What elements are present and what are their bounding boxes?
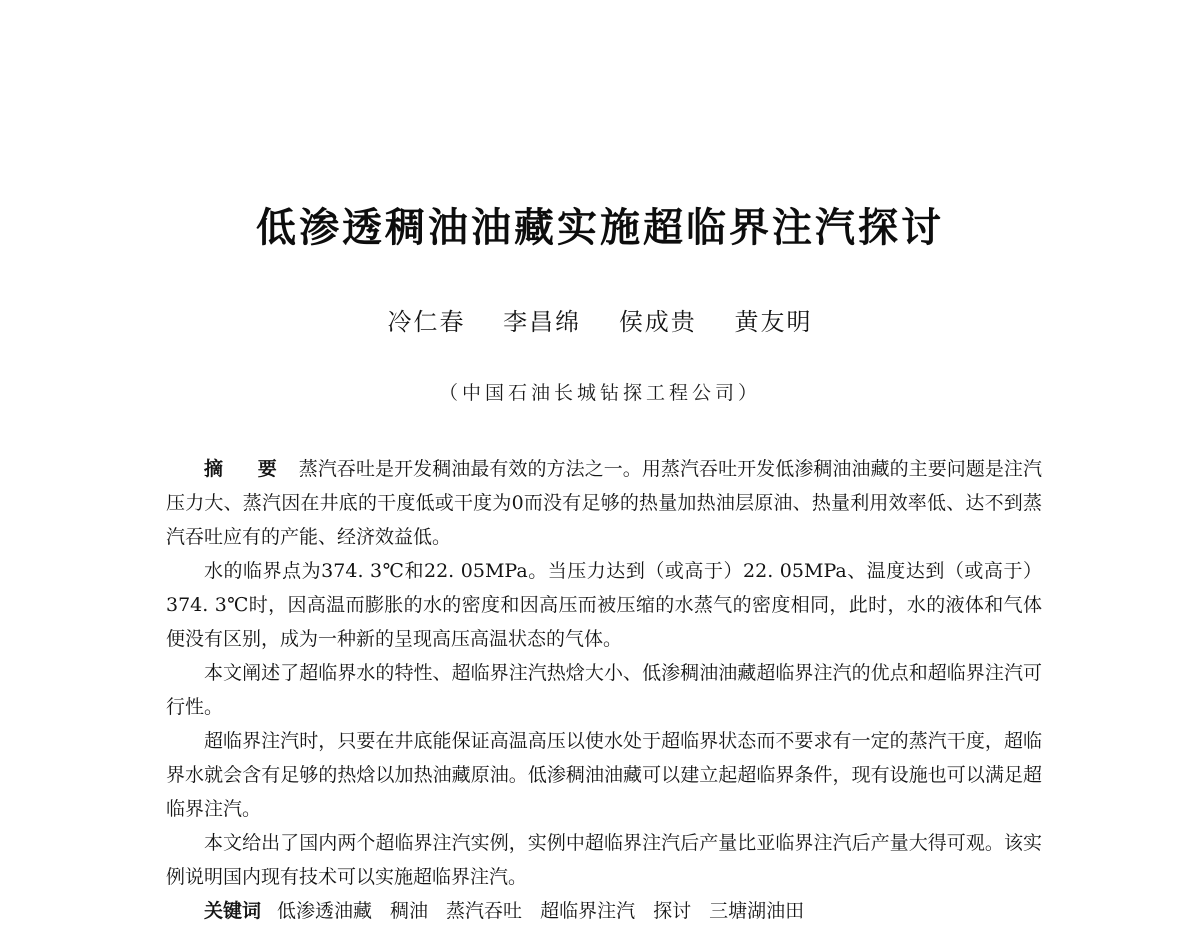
keyword: 蒸汽吞吐: [446, 900, 523, 922]
keyword: 探讨: [653, 900, 692, 922]
affiliation: （中国石油长城钻探工程公司）: [438, 382, 761, 404]
abstract-paragraph: 超临界注汽时，只要在井底能保证高温高压以使水处于超临界状态而不要求有一定的蒸汽干度，超临界水就会含有足够的热焓以加热油藏原油。低渗稠油油藏可以建立起超临界条件，现有设施也可以满足超临界注汽。: [166, 730, 1042, 820]
author-name: 黄友明: [734, 308, 813, 336]
author-name: 冷仁春: [387, 308, 466, 336]
keywords-line: [166, 894, 1042, 928]
abstract-label: 摘 要: [204, 458, 291, 480]
paper-title: 低渗透稠油油藏实施超临界注汽探讨: [256, 205, 944, 251]
keywords-label: 关键词: [204, 900, 262, 922]
abstract-paragraph-text: 蒸汽吞吐是开发稠油最有效的方法之一。用蒸汽吞吐开发低渗稠油油藏的主要问题是注汽压力大、蒸汽因在井底的干度低或干度为0而没有足够的热量加热油层原油、热量利用效率低、达不到蒸汽吞吐应有的产能、经济效益低。: [166, 458, 1042, 548]
abstract-paragraph: 本文阐述了超临界水的特性、超临界注汽热焓大小、低渗稠油油藏超临界注汽的优点和超临界注汽可行性。: [166, 662, 1042, 718]
abstract-paragraph: 本文给出了国内两个超临界注汽实例，实例中超临界注汽后产量比亚临界注汽后产量大得可观。该实例说明国内现有技术可以实施超临界注汽。: [166, 832, 1042, 888]
author-name: 侯成贵: [618, 308, 697, 336]
keyword: 低渗透油藏: [277, 900, 373, 922]
keyword: 超临界注汽: [540, 900, 636, 922]
author-name: 李昌绵: [503, 308, 582, 336]
abstract-paragraph: 水的临界点为374. 3℃和22. 05MPa。当压力达到（或高于）22. 05MPa、温度达到（或高于）374. 3℃时，因高温而膨胀的水的密度和因高压而被压缩的水蒸气的密度相同，此时，水的液体和气体便没有区别，成为一种新的呈现高压高温状态的气体。: [166, 560, 1042, 650]
keyword: 三塘湖油田: [709, 900, 805, 922]
keyword: 稠油: [390, 900, 429, 922]
abstract-paragraph: [166, 452, 1042, 554]
author-list: [0, 302, 1200, 337]
abstract-section: [166, 452, 1042, 928]
